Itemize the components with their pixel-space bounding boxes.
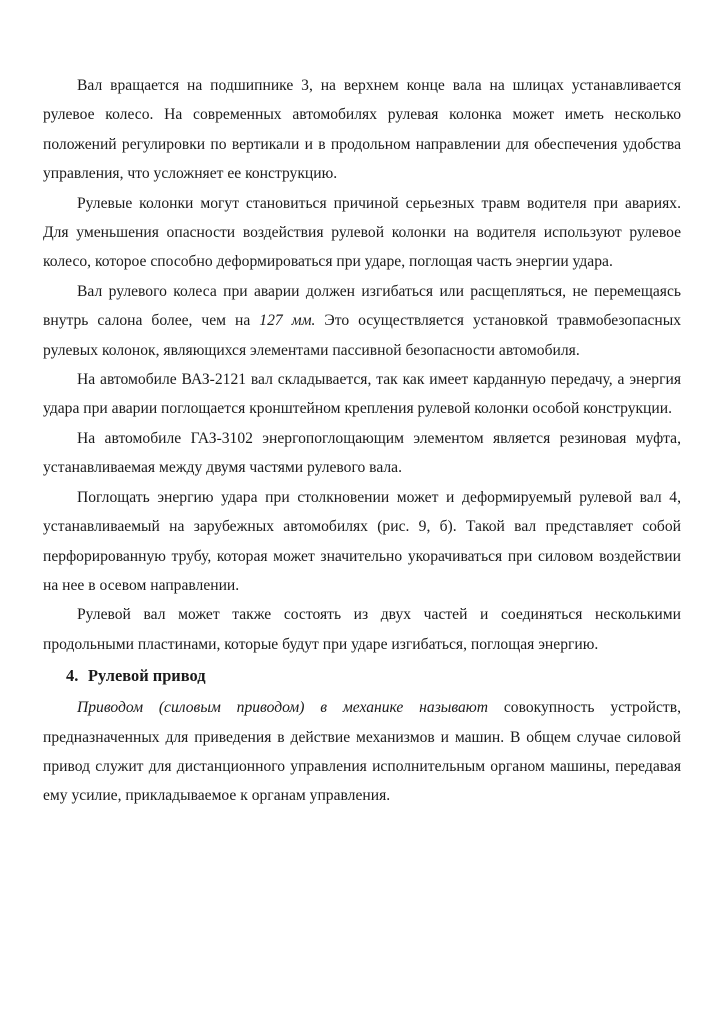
section-heading — [43, 662, 681, 690]
paragraph-text: На автомобиле ВАЗ-2121 вал складывается, так как имеет карданную передачу, а энергия удара при аварии поглощается кронштейном крепления рулевой колонки особой конструкции. — [43, 371, 681, 418]
paragraph-gaz-3102 — [43, 424, 681, 483]
paragraph-text: На автомобиле ГАЗ-3102 энергопоглощающим элементом является резиновая муфта, устанавливаемая между двумя частями рулевого вала. — [43, 429, 681, 477]
paragraph-text: совокупность устройств, предназначенных для приведения в действие механизмов и машин. В общем случае силовой привод служит для дистанционного управления исполнительным органом машины, передавая ему усилие, прикладываемое к органам управления. — [43, 699, 681, 805]
paragraph-deformable-shaft — [43, 483, 681, 601]
paragraph-shaft-deformation — [43, 277, 681, 365]
paragraph-text: Это осуществляется установкой травмобезопасных рулевых колонок, являющихся элементами пассивной безопасности автомобиля. — [43, 312, 681, 359]
section-title: Рулевой привод — [88, 666, 206, 686]
italic-measurement: 127 мм. — [259, 312, 316, 330]
italic-definition-term: Приводом (силовым приводом) в механике называют — [77, 699, 489, 717]
paragraph-text: Поглощать энергию удара при столкновении может и деформируемый рулевой вал 4, устанавливаемый на зарубежных автомобилях (рис. 9, б). Такой вал представляет собой перфорированную трубу, которая может значительно укорачиваться при силовом воздействии на нее в осевом направлении. — [43, 488, 681, 594]
paragraph-two-part-shaft — [43, 600, 681, 659]
paragraph-drive-definition — [43, 693, 681, 811]
paragraph-vaz-2121 — [43, 365, 681, 424]
paragraph-steering-column-injuries — [43, 189, 681, 277]
paragraph-text: Вал вращается на подшипнике 3, на верхнем конце вала на шлицах устанавливается рулевое колесо. На современных автомобилях рулевая колонка может иметь несколько положений регулировки по вертикали и в продольном направлении для обеспечения удобства управления, что усложняет ее конструкцию. — [43, 77, 681, 183]
paragraph-text: Рулевой вал может также состоять из двух частей и соединяться несколькими продольными пластинами, которые будут при ударе изгибаться, поглощая энергию. — [43, 606, 681, 653]
paragraph-shaft-bearing — [43, 71, 681, 189]
page-text-body — [43, 71, 681, 811]
section-number: 4. — [66, 666, 79, 686]
paragraph-text: Вал рулевого колеса при аварии должен изгибаться или расщепляться, не перемещаясь внутрь салона более, чем на — [43, 282, 681, 330]
paragraph-text: Рулевые колонки могут становиться причиной серьезных травм водителя при авариях. Для уменьшения опасности воздействия рулевой колонки на водителя используют рулевое колесо, которое способно деформироваться при ударе, поглощая часть энергии удара. — [43, 194, 681, 271]
